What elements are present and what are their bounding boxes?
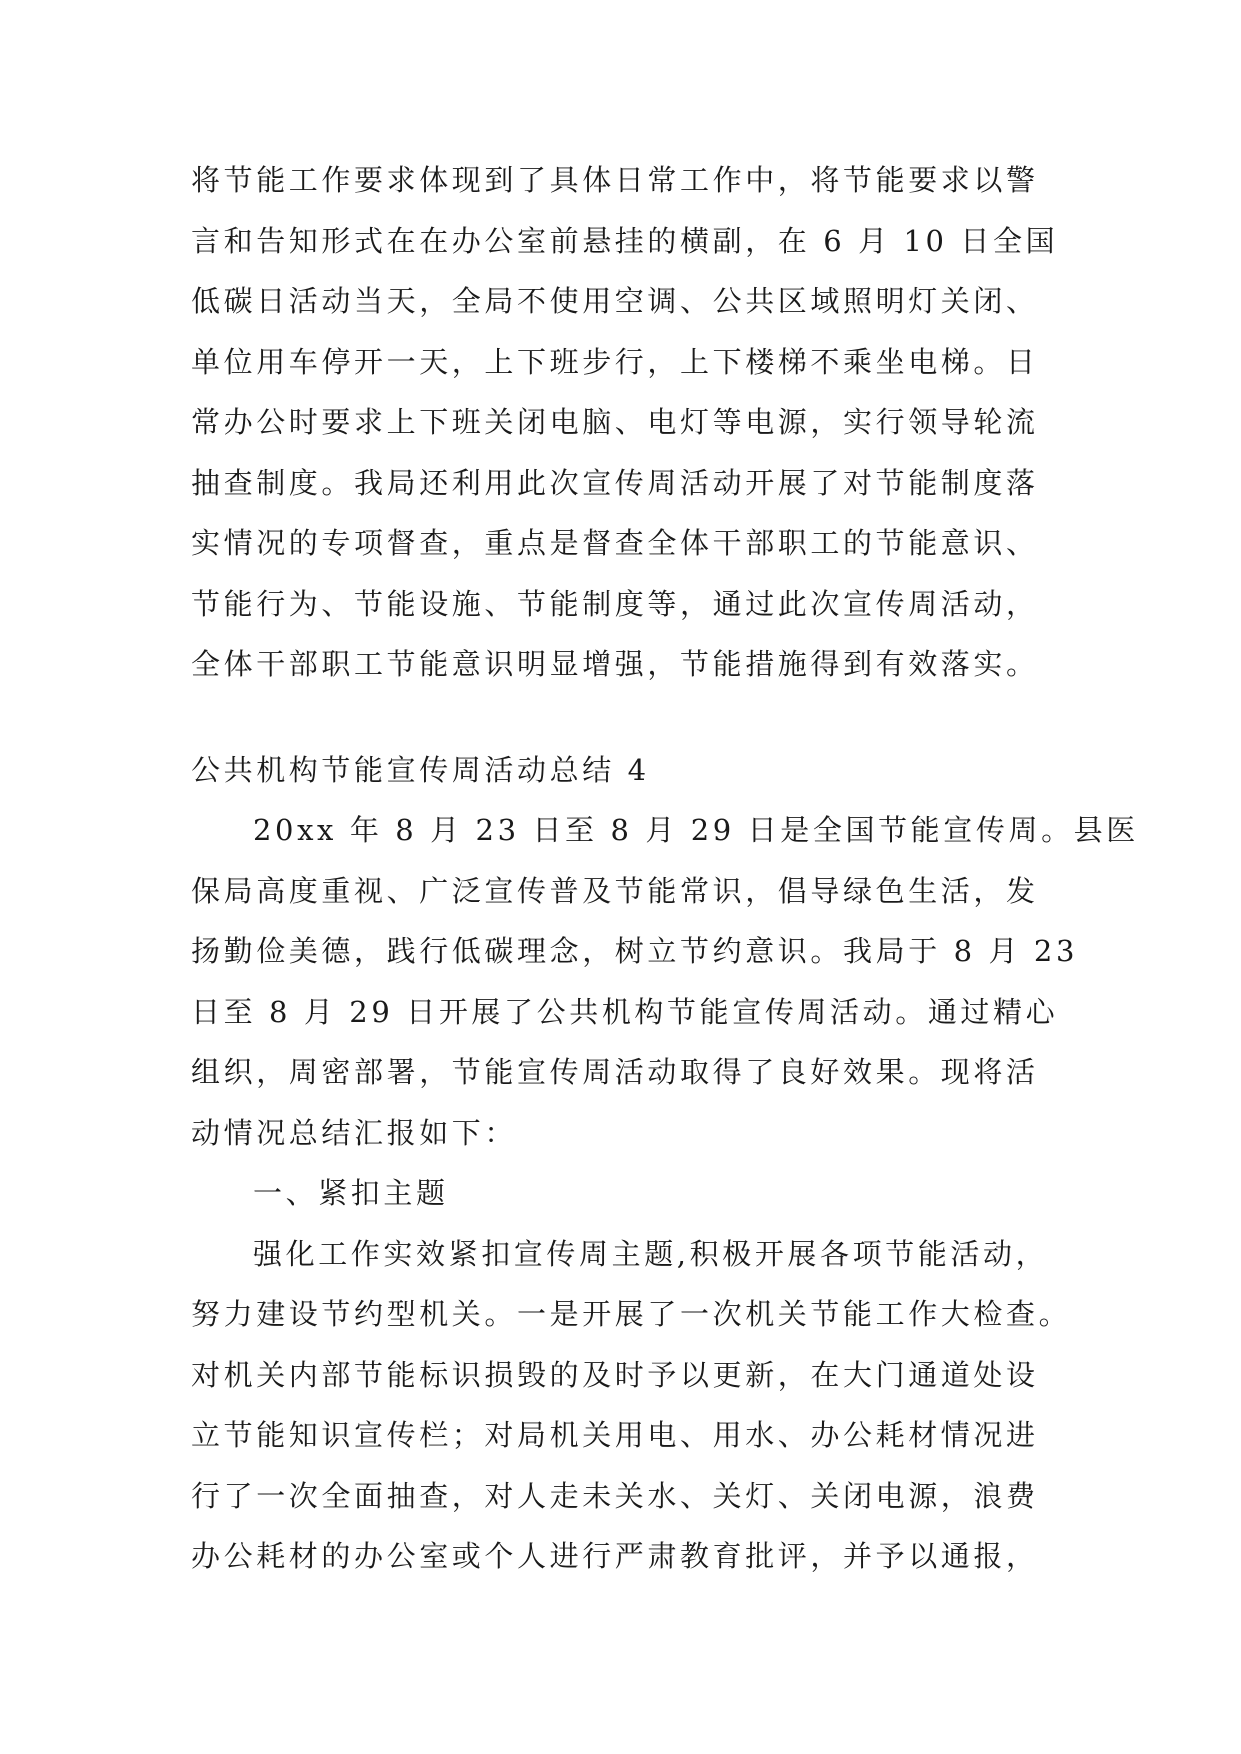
text-line: 行了一次全面抽查，对人走未关水、关灯、关闭电源，浪费 [191, 1478, 1039, 1513]
text-line: 将节能工作要求体现到了具体日常工作中，将节能要求以警 [191, 163, 1039, 197]
text-line: 20xx 年 8 月 23 日至 8 月 29 日是全国节能宣传周。县医 [253, 813, 1139, 847]
section-title [191, 740, 1071, 801]
text-line: 立节能知识宣传栏；对局机关用电、用水、办公耗材情况进 [191, 1418, 1039, 1452]
subheading-line: 一、紧扣主题 [253, 1176, 449, 1210]
text-line: 动情况总结汇报如下： [191, 1115, 518, 1150]
text-line: 单位用车停开一天，上下班步行，上下楼梯不乘坐电梯。日 [191, 344, 1039, 379]
text-line: 努力建设节约型机关。一是开展了一次机关节能工作大检查。 [191, 1297, 1072, 1331]
body-paragraph-bottom [191, 800, 1139, 1587]
text-line: 言和告知形式在在办公室前悬挂的横副，在 6 月 10 日全国 [191, 223, 1059, 258]
text-line: 低碳日活动当天，全局不使用空调、公共区域照明灯关闭、 [191, 284, 1039, 318]
text-line: 节能行为、节能设施、节能制度等，通过此次宣传周活动， [191, 586, 1039, 621]
text-line: 组织，周密部署，节能宣传周活动取得了良好效果。现将活 [191, 1055, 1039, 1089]
text-line: 日至 8 月 29 日开展了公共机构节能宣传周活动。通过精心 [191, 994, 1059, 1029]
text-line: 抽查制度。我局还利用此次宣传周活动开展了对节能制度落 [191, 465, 1039, 500]
text-line: 扬勤俭美德，践行低碳理念，树立节约意识。我局于 8 月 23 [191, 934, 1079, 968]
text-line: 保局高度重视、广泛宣传普及节能常识，倡导绿色生活，发 [191, 873, 1039, 908]
section-title-text: 公共机构节能宣传周活动总结 4 [191, 753, 650, 787]
text-line: 办公耗材的办公室或个人进行严肃教育批评，并予以通报， [191, 1539, 1039, 1573]
text-line: 对机关内部节能标识损毁的及时予以更新，在大门通道处设 [191, 1357, 1039, 1392]
body-paragraph-top [191, 150, 1071, 695]
text-line: 强化工作实效紧扣宣传周主题,积极开展各项节能活动， [253, 1236, 1049, 1271]
text-line: 常办公时要求上下班关闭电脑、电灯等电源，实行领导轮流 [191, 405, 1039, 439]
text-line: 全体干部职工节能意识明显增强，节能措施得到有效落实。 [191, 647, 1039, 681]
text-line: 实情况的专项督查，重点是督查全体干部职工的节能意识、 [191, 526, 1039, 560]
